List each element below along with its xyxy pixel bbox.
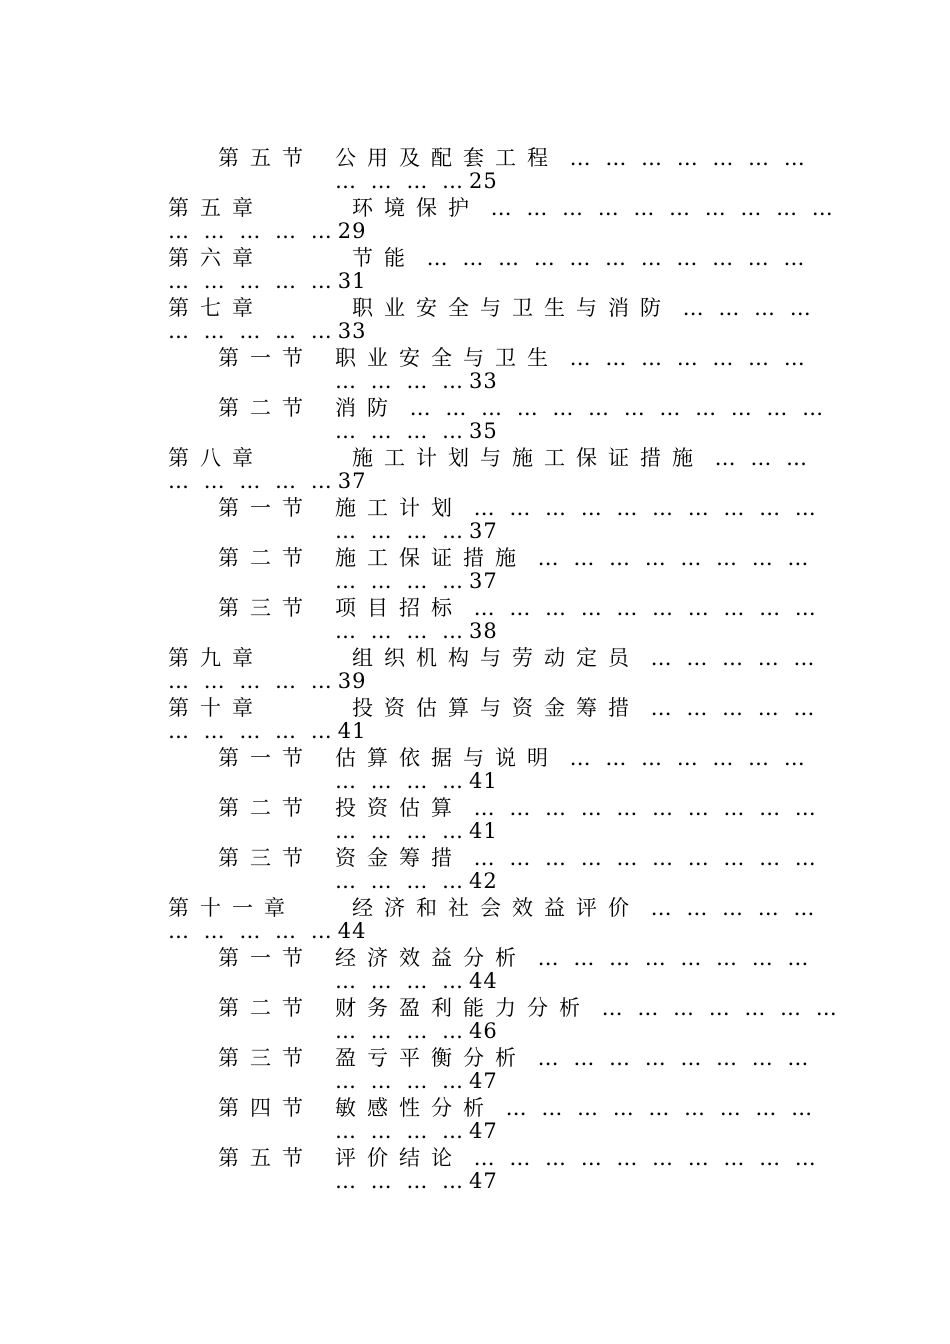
dot-leader: … … … … … … … … [527,1046,813,1070]
dot-leader: … … … … … … … … [527,546,813,570]
dot-leader: … … … … … [168,719,336,743]
dot-leader: … … … … … [168,469,336,493]
toc-title: 职业安全与卫生 [335,346,559,370]
toc-label: 第五节 [218,1146,314,1170]
toc-page-number: 25 [469,169,498,193]
toc-title: 职业安全与卫生与消防 [352,296,672,320]
toc-title: 盈亏平衡分析 [335,1046,527,1070]
toc-title: 公用及配套工程 [335,146,559,170]
dot-leader: … … … … … [640,646,819,670]
toc-page-number: 47 [469,1069,498,1093]
toc-title: 项目招标 [335,596,463,620]
toc-title: 投资估算 [335,796,463,820]
toc-page-number: 35 [469,419,498,443]
toc-title: 环境保护 [352,196,480,220]
toc-page-number: 46 [469,1019,498,1043]
toc-label: 第三节 [218,846,314,870]
toc-page-number: 44 [469,969,498,993]
dot-leader: … … … … [335,519,468,543]
toc-page-number: 41 [337,719,367,743]
toc-title: 评价结论 [335,1146,463,1170]
dot-leader: … … … … … [168,269,336,293]
toc-page-number: 33 [469,369,498,393]
dot-leader: … … … … … … … … … [495,1096,817,1120]
toc-label: 第四节 [218,1096,314,1120]
toc-label: 第十章 [168,696,264,720]
dot-leader: … … … … … … … [559,746,809,770]
toc-page-number: 47 [469,1169,498,1193]
toc-label: 第一节 [218,496,314,520]
toc-label: 第六章 [168,246,264,270]
dot-leader: … … … … … … … … … … … … [399,396,828,420]
dot-leader: … … … … … [168,319,336,343]
dot-leader: … … … … … [168,669,336,693]
toc-title: 投资估算与资金筹措 [352,696,640,720]
toc-label: 第二节 [218,396,314,420]
dot-leader: … … … … [335,869,468,893]
toc-label: 第八章 [168,446,264,470]
toc-page-number: 31 [337,269,367,293]
toc-title: 消防 [335,396,399,420]
toc-page-number: 39 [337,669,367,693]
dot-leader: … … … … [335,769,468,793]
dot-leader: … … … … [335,1119,468,1143]
toc-title: 资金筹措 [335,846,463,870]
toc-label: 第一节 [218,746,314,770]
toc-label: 第二节 [218,996,314,1020]
dot-leader: … … … … … … … [559,146,809,170]
toc-page-number: 33 [337,319,367,343]
dot-leader: … … … … … … … … … … [463,796,820,820]
toc-title: 敏感性分析 [335,1096,495,1120]
toc-page-number: 29 [337,219,367,243]
toc-label: 第九章 [168,646,264,670]
toc-title: 组织机构与劳动定员 [352,646,640,670]
dot-leader: … … … … … [640,896,819,920]
toc-label: 第一节 [218,946,314,970]
dot-leader: … … … … … … … … … … [480,196,837,220]
dot-leader: … … … … … … … … … … [463,496,820,520]
dot-leader: … … … … … [640,696,819,720]
toc-label: 第二节 [218,796,314,820]
dot-leader: … … … … [672,296,815,320]
dot-leader: … … … … [335,819,468,843]
dot-leader: … … … [704,446,812,470]
toc-label: 第二节 [218,546,314,570]
dot-leader: … … … … [335,619,468,643]
toc-page-number: 41 [469,769,498,793]
toc-label: 第五节 [218,146,314,170]
toc-title: 估算依据与说明 [335,746,559,770]
dot-leader: … … … … … [168,219,336,243]
dot-leader: … … … … [335,369,468,393]
toc-label: 第三节 [218,1046,314,1070]
toc-page-number: 44 [337,919,367,943]
dot-leader: … … … … … [168,919,336,943]
toc-label: 第三节 [218,596,314,620]
toc-label: 第五章 [168,196,264,220]
toc-page-number: 42 [469,869,498,893]
toc-title: 节能 [352,246,416,270]
toc-title: 施工保证措施 [335,546,527,570]
toc-page-number: 41 [469,819,498,843]
toc-label: 第十一章 [168,896,296,920]
toc-title: 施工计划与施工保证措施 [352,446,704,470]
toc-label: 第七章 [168,296,264,320]
dot-leader: … … … … … … … … … … [463,846,820,870]
dot-leader: … … … … … … … … … … [463,596,820,620]
toc-label: 第一节 [218,346,314,370]
toc-page-number: 37 [469,569,498,593]
dot-leader: … … … … … … … … … … … [416,246,809,270]
toc-title: 施工计划 [335,496,463,520]
dot-leader: … … … … [335,1019,468,1043]
toc-page-number: 38 [469,619,498,643]
dot-leader: … … … … [335,569,468,593]
dot-leader: … … … … [335,1069,468,1093]
toc-title: 经济和社会效益评价 [352,896,640,920]
dot-leader: … … … … … … … … … … [463,1146,820,1170]
dot-leader: … … … … [335,969,468,993]
toc-title: 经济效益分析 [335,946,527,970]
toc-title: 财务盈利能力分析 [335,996,591,1020]
dot-leader: … … … … [335,419,468,443]
dot-leader: … … … … … … … [559,346,809,370]
dot-leader: … … … … … … … … [527,946,813,970]
toc-page-number: 37 [469,519,498,543]
dot-leader: … … … … … … … [591,996,841,1020]
toc-page-number: 37 [337,469,367,493]
dot-leader: … … … … [335,169,468,193]
dot-leader: … … … … [335,1169,468,1193]
toc-page-number: 47 [469,1119,498,1143]
